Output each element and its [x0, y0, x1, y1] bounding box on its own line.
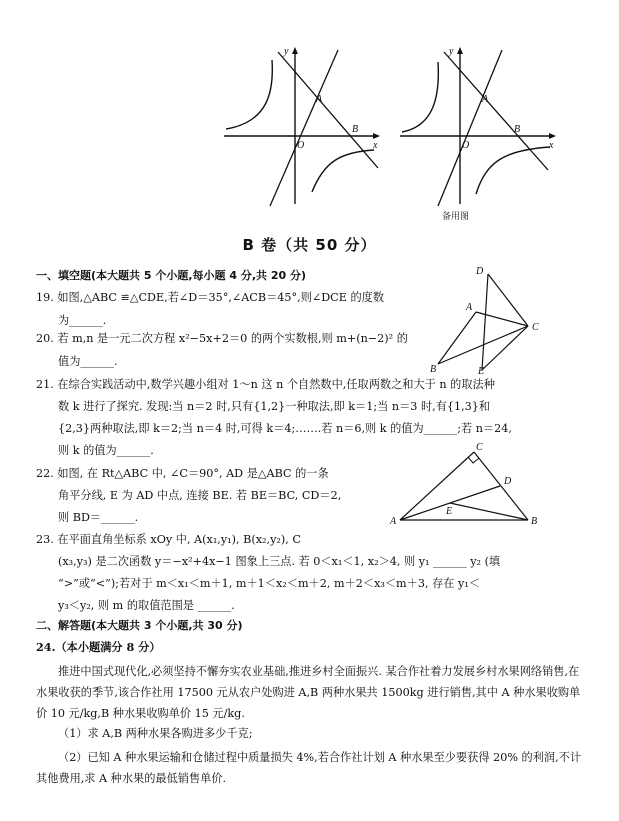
hyperbola-branch-left [402, 62, 438, 132]
edge-dc [488, 274, 528, 326]
x-axis-label: x [373, 140, 378, 151]
q22-line3: 则 BD＝______. [58, 511, 139, 524]
point-a-label: A [390, 516, 397, 527]
x-axis-arrow-icon [549, 133, 556, 139]
point-a-label: A [316, 94, 323, 105]
increasing-line [270, 50, 338, 206]
section-title: B 卷（共 50 分） [242, 236, 377, 254]
q20-line2: 值为______. [58, 355, 118, 368]
q19-line1: 19. 如图,△ABC ≌△CDE,若∠D＝35°,∠ACB＝45°,则∠DCE 的度数 [36, 291, 385, 304]
origin-label: O [462, 140, 470, 151]
y-axis-arrow-icon [457, 47, 463, 54]
edge-ac [476, 312, 528, 326]
part2-heading: 二、解答题(本大题共 3 个小题,共 30 分) [36, 619, 243, 632]
x-axis-label: x [549, 140, 554, 151]
hyperbola-branch-right [476, 147, 550, 194]
point-d-label: D [504, 476, 512, 487]
point-b-label: B [352, 124, 359, 135]
q19-figure [424, 262, 548, 376]
origin-label: O [297, 140, 305, 151]
point-c-label: C [532, 322, 539, 333]
y-axis-label: y [284, 46, 289, 57]
backup-graph-caption: 备用图 [442, 212, 470, 222]
y-axis-arrow-icon [292, 47, 298, 54]
function-graph-main [222, 44, 382, 208]
function-graph-backup [398, 44, 558, 208]
q19-line2: 为______. [58, 314, 107, 327]
q23-line3: “>”或“<”);若对于 m＜x₁＜m＋1, m＋1＜x₂＜m＋2, m＋2＜x₃＜m＋3, 存在 y₁＜ [58, 577, 481, 590]
q22-line2: 角平分线, E 为 AD 中点, 连接 BE. 若 BE＝BC, CD＝2, [58, 489, 342, 502]
q20-line1: 20. 若 m,n 是一元二次方程 x²−5x+2＝0 的两个实数根,则 m+(n−2)² 的 [36, 332, 408, 345]
q23-line4: y₃＜y₂, 则 m 的取值范围是 ______. [58, 599, 235, 612]
hyperbola-branch-right [312, 150, 374, 192]
point-c-label: C [476, 442, 483, 453]
q21-line3: {2,3}两种取法,即 k＝2;当 n＝4 时,可得 k＝4;…….若 n＝6,则 k 的值为______;若 n＝24, [58, 422, 512, 435]
q21-line2: 数 k 进行了探究. 发现:当 n＝2 时,只有{1,2}一种取法,即 k＝1;当 n＝3 时,有{1,3}和 [58, 400, 491, 413]
q23-line1: 23. 在平面直角坐标系 xOy 中, A(x₁,y₁), B(x₂,y₂), C [36, 533, 301, 546]
point-b-label: B [531, 516, 538, 527]
decreasing-line [278, 52, 378, 168]
increasing-line [438, 50, 502, 206]
hyperbola-branch-left [226, 60, 272, 129]
point-a-label: A [466, 302, 473, 313]
q22-figure [388, 440, 550, 530]
q24-sub1: （1）求 A,B 两种水果各购进多少千克; [58, 727, 253, 740]
x-axis-arrow-icon [373, 133, 380, 139]
point-e-label: E [446, 506, 453, 517]
point-d-label: D [476, 266, 484, 277]
edge-ec [482, 326, 528, 370]
edge-ac [400, 452, 474, 520]
point-b-label: B [430, 364, 437, 375]
point-a-label: A [482, 94, 489, 105]
y-axis-label: y [449, 46, 454, 57]
q23-line2: (x₃,y₃) 是二次函数 y＝−x²+4x−1 图象上三点. 若 0＜x₁＜1, x₂＞4, 则 y₁ ______ y₂ (填 [58, 555, 501, 568]
q22-line1: 22. 如图, 在 Rt△ABC 中, ∠C＝90°, AD 是△ABC 的一条 [36, 467, 329, 480]
edge-de [482, 274, 488, 370]
right-angle-mark-icon [468, 457, 479, 463]
part1-heading: 一、填空题(本大题共 5 个小题,每小题 4 分,共 20 分) [36, 269, 307, 282]
q21-line4: 则 k 的值为______. [58, 444, 154, 457]
q24-sub2: （2）已知 A 种水果运输和仓储过程中质量损失 4%,若合作社计划 A 种水果至少要获得 20% 的利润,不计其他费用,求 A 种水果的最低销售单价. [36, 751, 582, 785]
q21-line1: 21. 在综合实践活动中,数学兴趣小组对 1～n 这 n 个自然数中,任取两数之和大于 n 的取法种 [36, 378, 495, 391]
q24-paragraph: 推进中国式现代化,必须坚持不懈夯实农业基础,推进乡村全面振兴. 某合作社着力发展乡村水果网络销售,在水果收获的季节,该合作社用 17500 元从农户处购进 A,B 两种水果共 1500kg 进行销售,其中 A 种水果收购单价 10 元/kg,B 种水果收购单价 15 元/kg. [36, 665, 581, 720]
point-b-label: B [514, 124, 521, 135]
q24-header: 24.（本小题满分 8 分） [36, 640, 161, 654]
point-e-label: E [478, 366, 485, 376]
